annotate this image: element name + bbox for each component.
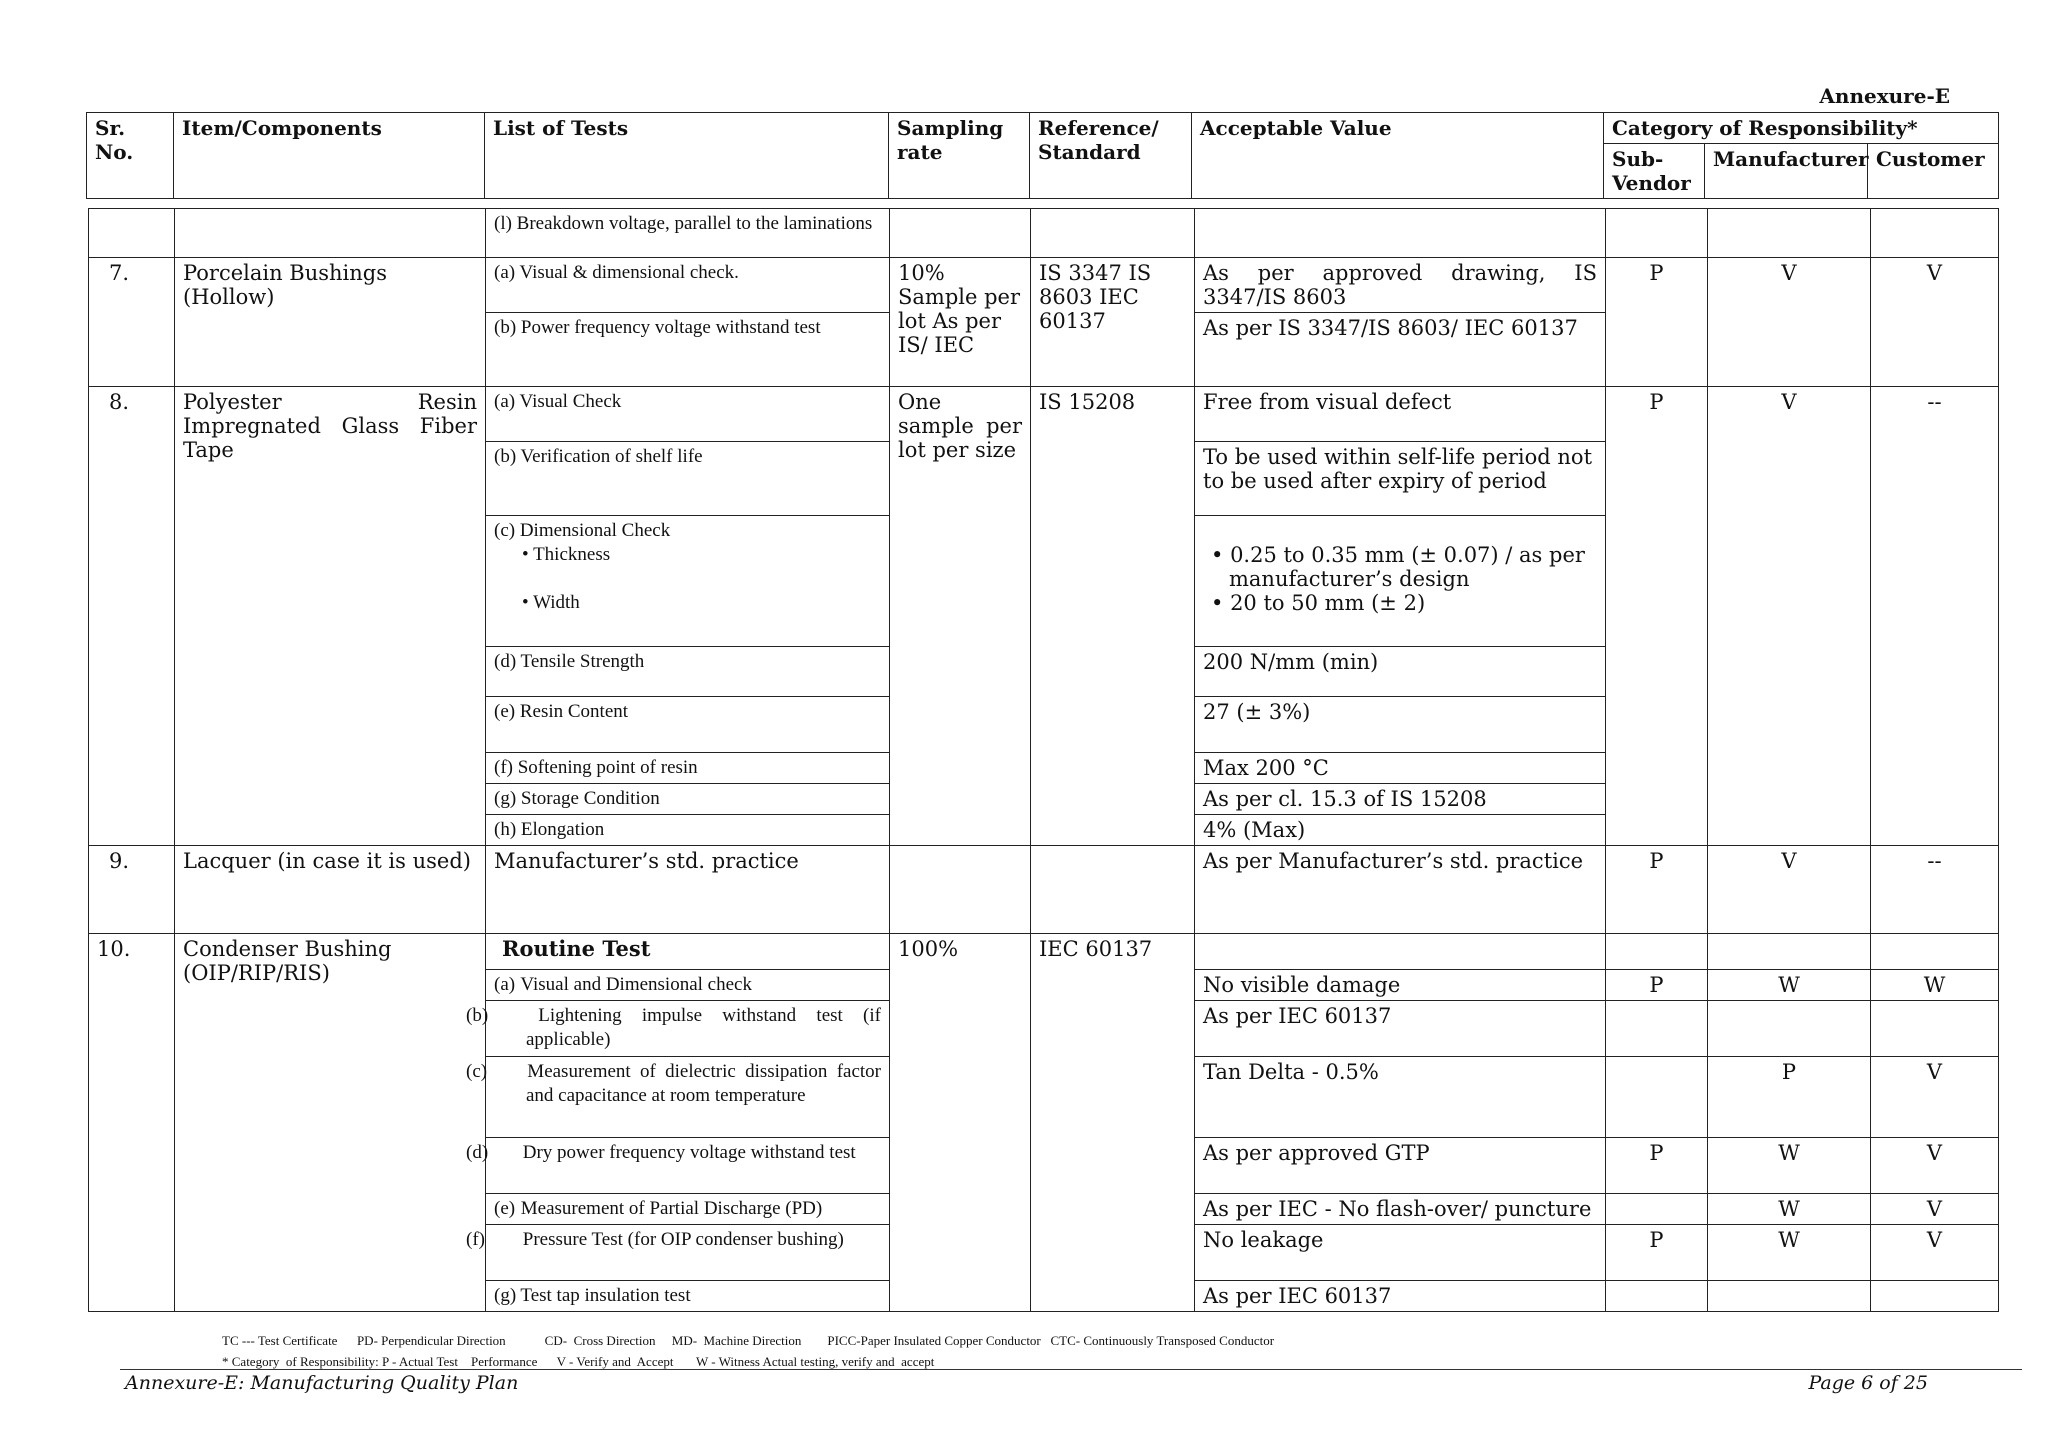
test-label: (g)	[494, 1285, 517, 1306]
item-name: Porcelain Bushings (Hollow)	[175, 258, 486, 387]
customer-cell: V	[1871, 1194, 1999, 1225]
sub-vendor-cell	[1606, 1194, 1708, 1225]
test-cell	[466, 1001, 890, 1057]
customer-cell: --	[1871, 846, 1999, 934]
manufacturer-cell: W	[1708, 1225, 1871, 1281]
acceptable-cell: Free from visual defect	[1195, 387, 1606, 442]
header-tests: List of Tests	[485, 113, 889, 199]
page-number: Page 6 of 25	[1808, 1372, 1928, 1394]
test-text: Measurement of dielectric dissipation factor and capacitance at room temperature	[526, 1061, 882, 1106]
sub-vendor-cell: P	[1606, 258, 1708, 387]
test-cell	[486, 1281, 890, 1312]
test-text: Test tap insulation test	[520, 1285, 691, 1306]
reference-cell: IS 3347 IS 8603 IEC 60137	[1031, 258, 1195, 387]
test-text: Lightening impulse withstand test (if applicable)	[526, 1005, 881, 1050]
test-cell	[486, 516, 890, 647]
acceptable-cell: As per IEC - No flash-over/ puncture	[1195, 1194, 1606, 1225]
test-cell	[486, 970, 890, 1001]
sr-no: 8.	[89, 387, 175, 846]
list-item: • 0.25 to 0.35 mm (± 0.07) / as per manufacturer’s design	[1211, 543, 1585, 591]
acceptable-cell: Max 200 °C	[1195, 753, 1606, 784]
reference-cell: IS 15208	[1031, 387, 1195, 846]
manufacturer-cell: W	[1708, 1194, 1871, 1225]
test-cell	[466, 1138, 890, 1194]
reference-cell: IEC 60137	[1031, 934, 1195, 1312]
test-label: (e)	[494, 1198, 516, 1219]
acceptable-cell	[1195, 516, 1606, 647]
abbreviations-footnote: TC --- Test Certificate PD- Perpendicular Direction CD- Cross Direction MD- Machine Direction PICC-Paper Insulated Copper Conductor CTC- Continuously Transposed Conductor	[222, 1333, 1275, 1348]
manufacturer-cell	[1708, 1001, 1871, 1057]
sr-no: 7.	[89, 258, 175, 387]
manufacturer-cell: V	[1708, 846, 1871, 934]
table-row	[89, 258, 1999, 313]
sub-vendor-cell: P	[1606, 387, 1708, 846]
table-row	[89, 846, 1999, 934]
test-text: Measurement of Partial Discharge (PD)	[520, 1198, 823, 1219]
table-row	[89, 387, 1999, 442]
width-value: 20 to 50 mm (± 2)	[1230, 591, 1426, 615]
item-name: Lacquer (in case it is used)	[175, 846, 486, 934]
test-cell: (f) Softening point of resin	[486, 753, 890, 784]
test-cell: (l) Breakdown voltage, parallel to the laminations	[486, 209, 890, 258]
sub-vendor-cell: P	[1606, 1225, 1708, 1281]
customer-cell: V	[1871, 1138, 1999, 1194]
test-cell: (e) Resin Content	[486, 697, 890, 753]
sub-vendor-cell: P	[1606, 846, 1708, 934]
manufacturer-cell	[1708, 1281, 1871, 1312]
list-item: • Width	[522, 592, 580, 613]
test-label: (f)	[466, 1229, 485, 1250]
item-name: Polyester Resin Impregnated Glass Fiber Tape	[175, 387, 486, 846]
sub-vendor-cell	[1606, 1281, 1708, 1312]
acceptable-cell: As per approved drawing, IS 3347/IS 8603	[1195, 258, 1606, 313]
item-name: Condenser Bushing (OIP/RIP/RIS)	[175, 934, 486, 1312]
test-text: Pressure Test (for OIP condenser bushing)	[522, 1229, 844, 1250]
sampling-cell: 100%	[890, 934, 1031, 1312]
acceptable-cell: 27 (± 3%)	[1195, 697, 1606, 753]
header-sampling: Sampling rate	[889, 113, 1030, 199]
sub-vendor-cell	[1606, 1057, 1708, 1138]
test-cell	[466, 1057, 890, 1138]
list-item: • 20 to 50 mm (± 2)	[1211, 591, 1426, 615]
acceptable-cell: 4% (Max)	[1195, 815, 1606, 846]
test-label: (d)	[466, 1142, 489, 1163]
test-label: (a)	[494, 974, 516, 995]
header-manufacturer: Manufacturer	[1705, 144, 1868, 199]
header-sr-no: Sr. No.	[87, 113, 174, 199]
header-category: Category of Responsibility*	[1604, 113, 1999, 144]
header-reference: Reference/ Standard	[1030, 113, 1192, 199]
test-text: Visual and Dimensional check	[520, 974, 752, 995]
sr-no: 9.	[89, 846, 175, 934]
manufacturer-cell: W	[1708, 1138, 1871, 1194]
dimensional-check-label: (c) Dimensional Check	[494, 520, 671, 541]
acceptable-cell: As per cl. 15.3 of IS 15208	[1195, 784, 1606, 815]
sub-vendor-cell: P	[1606, 970, 1708, 1001]
sr-no: 10.	[89, 934, 175, 1312]
annexure-label: Annexure-E	[1819, 84, 1950, 108]
customer-cell: V	[1871, 1057, 1999, 1138]
table-row	[89, 209, 1999, 258]
header-table	[86, 112, 1999, 199]
manufacturer-cell: V	[1708, 258, 1871, 387]
width-label: Width	[533, 592, 580, 613]
customer-cell: V	[1871, 1225, 1999, 1281]
test-cell	[486, 1194, 890, 1225]
test-cell: (b) Power frequency voltage withstand test	[486, 313, 890, 387]
test-cell: (g) Storage Condition	[486, 784, 890, 815]
header-sub-vendor: Sub-Vendor	[1604, 144, 1705, 199]
acceptable-cell: To be used within self-life period not to be used after expiry of period	[1195, 442, 1606, 516]
list-item: • Thickness	[522, 544, 611, 565]
acceptable-cell: As per IEC 60137	[1195, 1001, 1606, 1057]
thickness-label: Thickness	[533, 544, 611, 565]
test-cell: (b) Verification of shelf life	[486, 442, 890, 516]
header-customer: Customer	[1868, 144, 1999, 199]
manufacturer-cell: W	[1708, 970, 1871, 1001]
routine-test-label: Routine Test	[486, 934, 890, 970]
test-cell: (h) Elongation	[486, 815, 890, 846]
test-cell: (d) Tensile Strength	[486, 647, 890, 697]
acceptable-cell: No visible damage	[1195, 970, 1606, 1001]
sub-vendor-cell	[1606, 1001, 1708, 1057]
acceptable-cell: As per approved GTP	[1195, 1138, 1606, 1194]
footer-title: Annexure-E: Manufacturing Quality Plan	[125, 1372, 519, 1394]
quality-plan-table	[88, 208, 1999, 1312]
customer-cell	[1871, 1281, 1999, 1312]
header-acceptable: Acceptable Value	[1192, 113, 1604, 199]
customer-cell: --	[1871, 387, 1999, 846]
acceptable-cell: As per IS 3347/IS 8603/ IEC 60137	[1195, 313, 1606, 387]
test-cell: (a) Visual Check	[486, 387, 890, 442]
test-cell	[466, 1225, 890, 1281]
header-item: Item/Components	[174, 113, 485, 199]
customer-cell: V	[1871, 258, 1999, 387]
manufacturer-cell: P	[1708, 1057, 1871, 1138]
acceptable-cell: 200 N/mm (min)	[1195, 647, 1606, 697]
test-cell: (a) Visual & dimensional check.	[486, 258, 890, 313]
acceptable-cell: As per Manufacturer’s std. practice	[1195, 846, 1606, 934]
customer-cell: W	[1871, 970, 1999, 1001]
acceptable-cell: As per IEC 60137	[1195, 1281, 1606, 1312]
sub-vendor-cell: P	[1606, 1138, 1708, 1194]
test-label: (c)	[466, 1061, 488, 1082]
table-row	[89, 934, 1999, 970]
acceptable-cell: No leakage	[1195, 1225, 1606, 1281]
sampling-cell: 10% Sample per lot As per IS/ IEC	[890, 258, 1031, 387]
sampling-cell: One sample per lot per size	[890, 387, 1031, 846]
test-text: Dry power frequency voltage withstand test	[522, 1142, 856, 1163]
test-label: (b)	[466, 1005, 489, 1026]
acceptable-cell: Tan Delta - 0.5%	[1195, 1057, 1606, 1138]
customer-cell	[1871, 1001, 1999, 1057]
thickness-value: 0.25 to 0.35 mm (± 0.07) / as per manufacturer’s design	[1229, 543, 1585, 591]
category-footnote: * Category of Responsibility: P - Actual Test Performance V - Verify and Accept W - Witness Actual testing, verify and accept	[222, 1354, 935, 1369]
test-cell: Manufacturer’s std. practice	[486, 846, 890, 934]
manufacturer-cell: V	[1708, 387, 1871, 846]
